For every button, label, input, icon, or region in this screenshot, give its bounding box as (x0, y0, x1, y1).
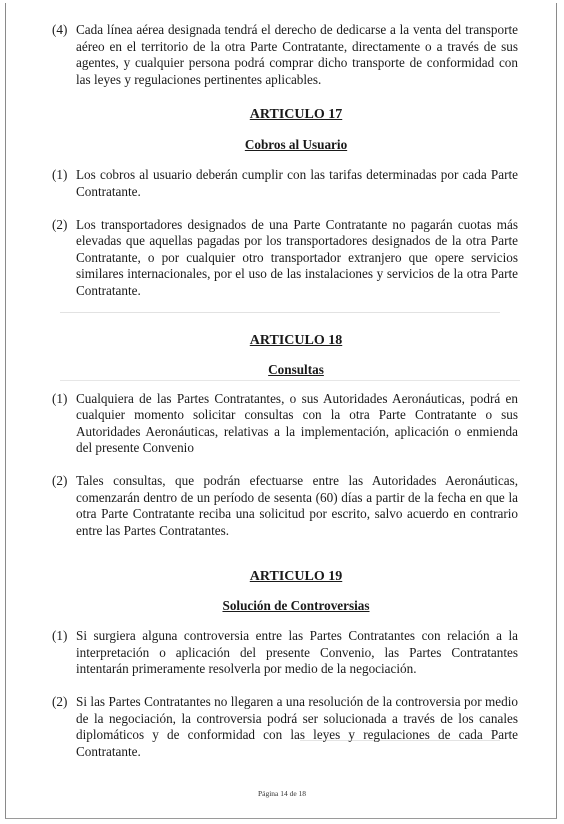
paragraph-item (52, 628, 518, 678)
article-17 (52, 107, 518, 299)
paragraph-text: Si las Partes Contratantes no llegaren a una resolución de la controversia por medio de la negociación, la controversia podrá ser solucionada a través de los canales diplomáticos y de conformidad con las leyes y regulaciones de cada Parte Contratante. (76, 694, 518, 759)
paragraph-text: Si surgiera alguna controversia entre las Partes Contratantes con relación a la interpretación o aplicación del presente Convenio, las Partes Contratantes intentarán primeramente resolverla por medio de la negociación. (76, 628, 518, 677)
paragraph-item (52, 167, 518, 200)
paragraph-text: Los transportadores designados de una Parte Contratante no pagarán cuotas más elevadas que aquellas pagadas por los transportadores designados de la otra Parte Contratante, o por cualquier otro transportador extranjero que opere servicios similares internacionales, por el uso de las instalaciones y servicios de la otra Parte Contratante. (76, 216, 518, 298)
paragraph-text: Tales consultas, que podrán efectuarse entre las Autoridades Aeronáuticas, comenzarán dentro de un período de sesenta (60) días a partir de la fecha en que la otra Parte Contratante reciba una solicitud por escrito, salvo acuerdo en contrario entre las Partes Contratantes. (76, 472, 518, 538)
article-18 (52, 333, 518, 540)
paragraph-text: Cada línea aérea designada tendrá el derecho de dedicarse a la venta del transporte aéreo en el territorio de la otra Parte Contratante, directamente o a través de sus agentes, y cualquier persona podrá comprar dicho transporte de conformidad con las leyes y regulaciones pertinentes aplicables. (76, 22, 518, 87)
paragraph-text: Los cobros al usuario deberán cumplir con las tarifas determinadas por cada Parte Contratante. (76, 167, 518, 199)
article-19 (52, 569, 518, 760)
article-heading: ARTICULO 19 (249, 569, 343, 585)
paragraph-text: Cualquiera de las Partes Contratantes, o sus Autoridades Aeronáuticas, podrá en cualquier momento solicitar consultas con la otra Parte Contratante o sus Autoridades Aeronáuticas, relativas a la implementación, aplicación o enmienda del presente Convenio (76, 390, 518, 456)
article-heading: ARTICULO 17 (249, 107, 343, 123)
paragraph-number: (2) (52, 472, 68, 488)
article-heading: ARTICULO 18 (249, 332, 343, 348)
article-subheading: Cobros al Usuario (244, 137, 348, 153)
paragraph-number: (1) (52, 167, 68, 183)
paragraph-item (52, 391, 518, 457)
paragraph-item (52, 473, 518, 539)
paragraph-number: (1) (52, 628, 68, 644)
page-number-footer: Página 14 de 18 (257, 789, 307, 798)
paragraph-item (52, 217, 518, 300)
article-subheading: Solución de Controversias (222, 598, 370, 614)
paragraph-number: (1) (52, 390, 68, 406)
paragraph-number: (4) (52, 22, 68, 37)
paragraph-number: (2) (52, 216, 68, 232)
article-subheading: Consultas (268, 361, 324, 377)
article-16-continuation (52, 22, 518, 88)
paragraph-number: (2) (52, 694, 68, 710)
paragraph-item (52, 694, 518, 760)
paragraph-item (52, 22, 518, 88)
document-body (52, 22, 518, 760)
